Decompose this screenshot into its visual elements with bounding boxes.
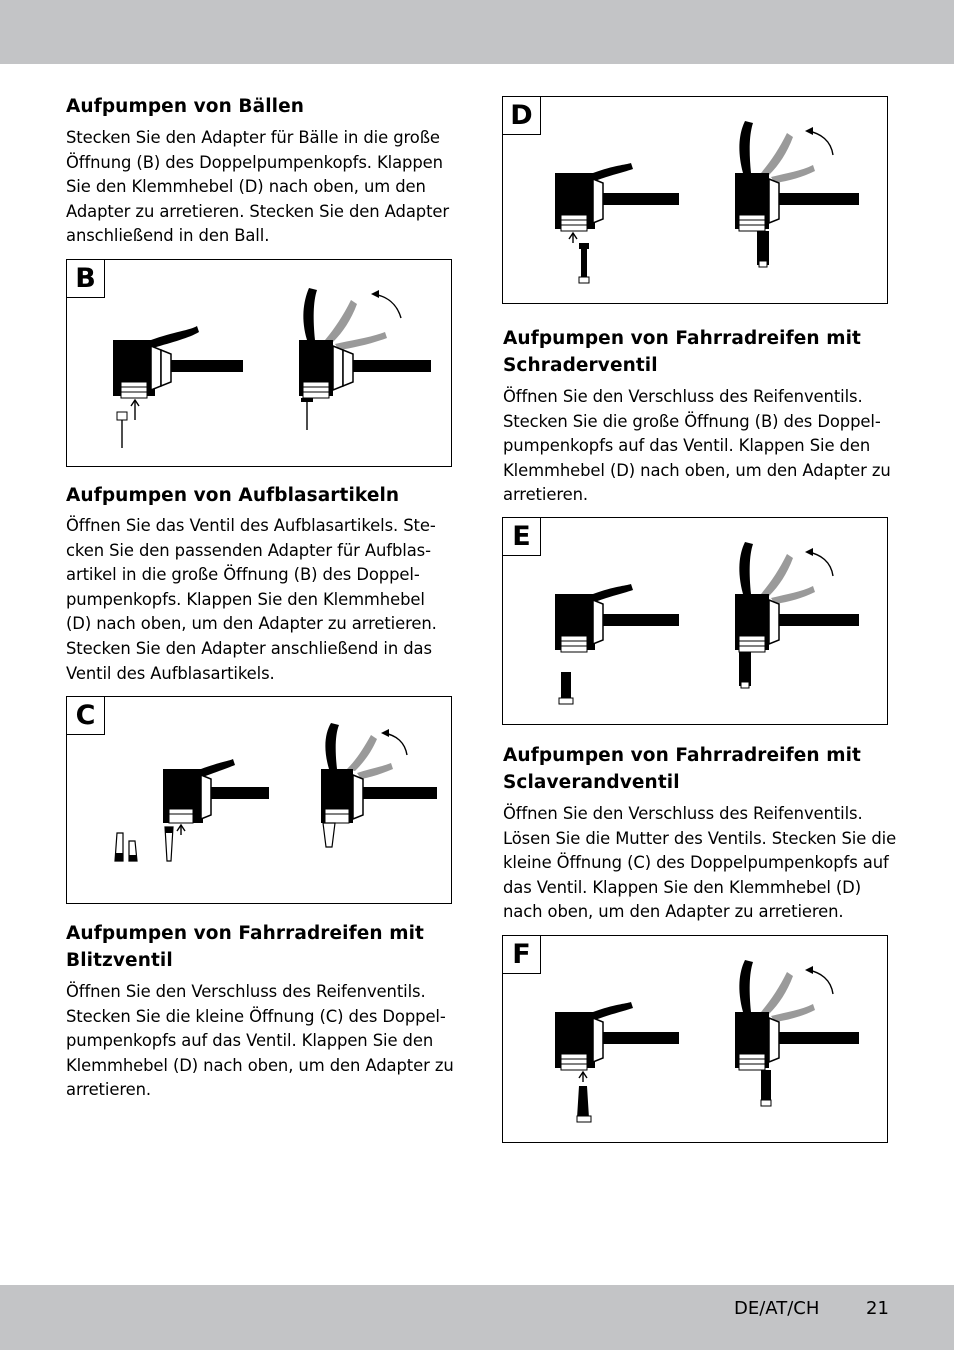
pump-head-illustration bbox=[503, 936, 887, 1142]
pump-head-illustration bbox=[67, 260, 451, 466]
text-sclaverand: Öffnen Sie den Verschluss des Reifenventils. Lösen Sie die Mutter des Ventils. Stecken Sie die kleine Öffnung (C) des Doppelpumpenkopfs auf das Ventil. Klappen Sie den Klemmhebel (D) nach oben, um den Adapter zu arretieren. bbox=[503, 804, 897, 922]
heading-schrader: Aufpumpen von Fahrradreifen mit Schraderventil bbox=[503, 328, 861, 376]
figure-b bbox=[66, 259, 452, 467]
footer-region: DE/AT/CH bbox=[734, 1298, 820, 1319]
figure-label-e: E bbox=[503, 518, 541, 556]
figure-label-c: C bbox=[67, 697, 105, 735]
text-blitz: Öffnen Sie den Verschluss des Reifenventils. Stecken Sie die kleine Öffnung (C) des Doppel- pumpenkopfs auf das Ventil. Klappen Sie den Klemmhebel (D) nach oben, um den Adapter zu arretieren. bbox=[66, 982, 454, 1100]
pump-head-illustration bbox=[67, 697, 451, 903]
page-number: 21 bbox=[866, 1298, 889, 1319]
text-balls: Stecken Sie den Adapter für Bälle in die große Öffnung (B) des Doppelpumpenkopfs. Klappen Sie den Klemmhebel (D) nach oben, um den Adapter zu arretieren. Stecken Sie den Adapter anschließend in den Ball. bbox=[66, 128, 450, 246]
figure-f bbox=[502, 935, 888, 1143]
figure-e bbox=[502, 517, 888, 725]
figure-label-f: F bbox=[503, 936, 541, 974]
header-bar bbox=[0, 0, 954, 64]
figure-label-b: B bbox=[67, 260, 105, 298]
heading-balls: Aufpumpen von Bällen bbox=[66, 96, 304, 117]
heading-sclaverand: Aufpumpen von Fahrradreifen mit Sclaverandventil bbox=[503, 745, 861, 793]
pump-head-illustration bbox=[503, 97, 887, 303]
pump-head-illustration bbox=[503, 518, 887, 724]
text-schrader: Öffnen Sie den Verschluss des Reifenventils. Stecken Sie die große Öffnung (B) des Doppel- pumpenkopfs auf das Ventil. Klappen Sie den Klemmhebel (D) nach oben, um den Adapter zu arretieren. bbox=[503, 387, 891, 505]
text-inflatables: Öffnen Sie das Ventil des Aufblasartikels. Ste- cken Sie den passenden Adapter für Aufblas- artikel in die große Öffnung (B) des Doppel- pumpenkopfs. Klappen Sie den Klemmhebel (D) nach oben, um den Adapter zu arretieren. Stecken Sie den Adapter anschließend in das Ventil des Aufblasartikels. bbox=[66, 516, 437, 683]
figure-c bbox=[66, 696, 452, 904]
figure-d bbox=[502, 96, 888, 304]
heading-blitz: Aufpumpen von Fahrradreifen mit Blitzventil bbox=[66, 923, 424, 971]
heading-inflatables: Aufpumpen von Aufblasartikeln bbox=[66, 485, 400, 506]
figure-label-d: D bbox=[503, 97, 541, 135]
